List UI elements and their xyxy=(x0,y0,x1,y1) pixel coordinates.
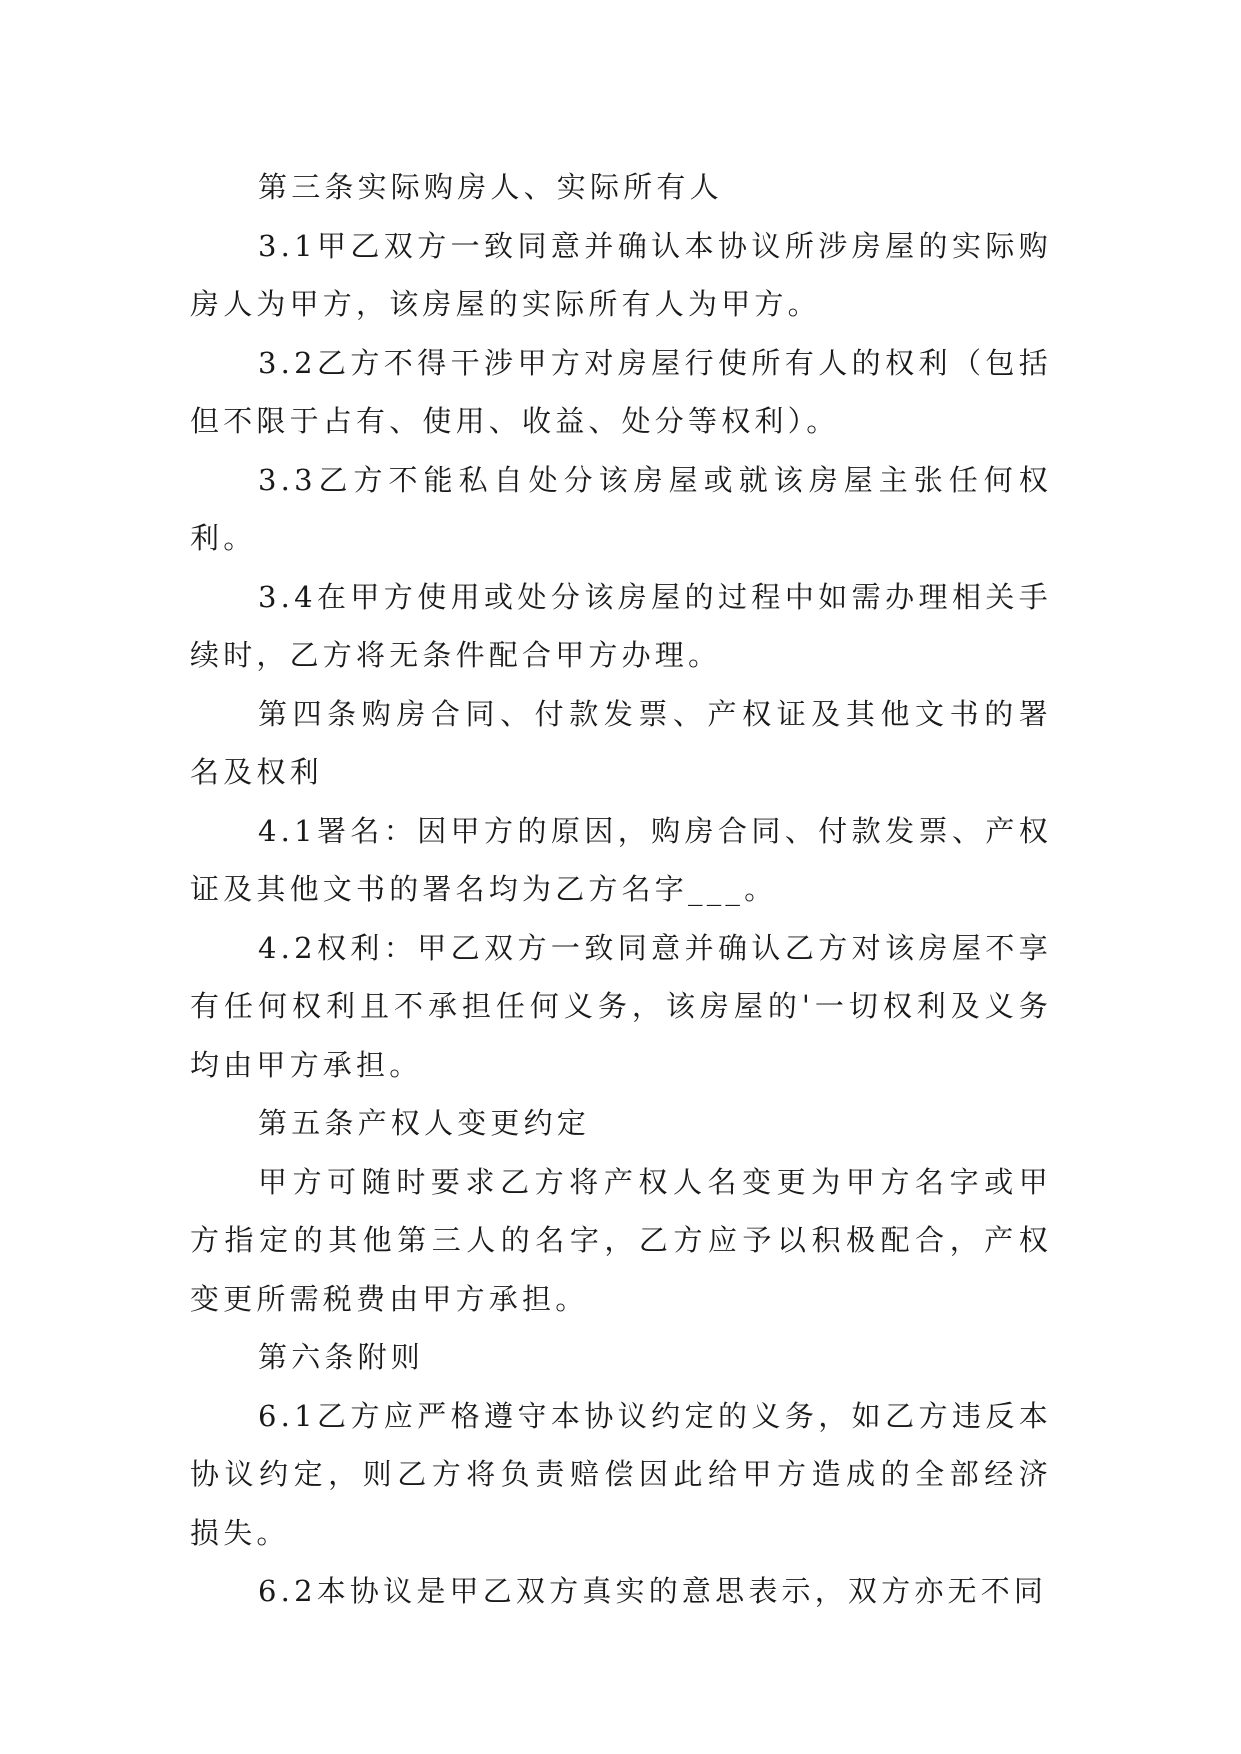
document-body xyxy=(190,158,1052,1621)
article-3-heading: 第三条实际购房人、实际所有人 xyxy=(258,170,723,204)
clause-3-1: 3.1甲乙双方一致同意并确认本协议所涉房屋的实际购房人为甲方，该房屋的实际所有人为甲方。 xyxy=(190,228,1052,321)
clause-4-1: 4.1署名：因甲方的原因，购房合同、付款发票、产权证及其他文书的署名均为乙方名字___。 xyxy=(190,813,1052,906)
clause-4-2: 4.2权利：甲乙双方一致同意并确认乙方对该房屋不享有任何权利且不承担任何义务，该房屋的'一切权利及义务均由甲方承担。 xyxy=(190,930,1052,1082)
clause-3-3: 3.3乙方不能私自处分该房屋或就该房屋主张任何权利。 xyxy=(190,462,1052,555)
clause-3-2: 3.2乙方不得干涉甲方对房屋行使所有人的权利（包括但不限于占有、使用、收益、处分等权利）。 xyxy=(190,345,1052,438)
article-6-heading: 第六条附则 xyxy=(258,1340,425,1374)
article-5-body: 甲方可随时要求乙方将产权人名变更为甲方名字或甲方指定的其他第三人的名字，乙方应予以积极配合，产权变更所需税费由甲方承担。 xyxy=(190,1164,1052,1316)
clause-6-1: 6.1乙方应严格遵守本协议约定的义务，如乙方违反本协议约定，则乙方将负责赔偿因此给甲方造成的全部经济损失。 xyxy=(190,1398,1052,1550)
clause-6-2: 6.2本协议是甲乙双方真实的意思表示，双方亦无不同 xyxy=(258,1574,1048,1608)
article-5-heading: 第五条产权人变更约定 xyxy=(258,1106,591,1140)
article-4-heading: 第四条购房合同、付款发票、产权证及其他文书的署名及权利 xyxy=(190,696,1052,789)
clause-3-4: 3.4在甲方使用或处分该房屋的过程中如需办理相关手续时，乙方将无条件配合甲方办理。 xyxy=(190,579,1052,672)
